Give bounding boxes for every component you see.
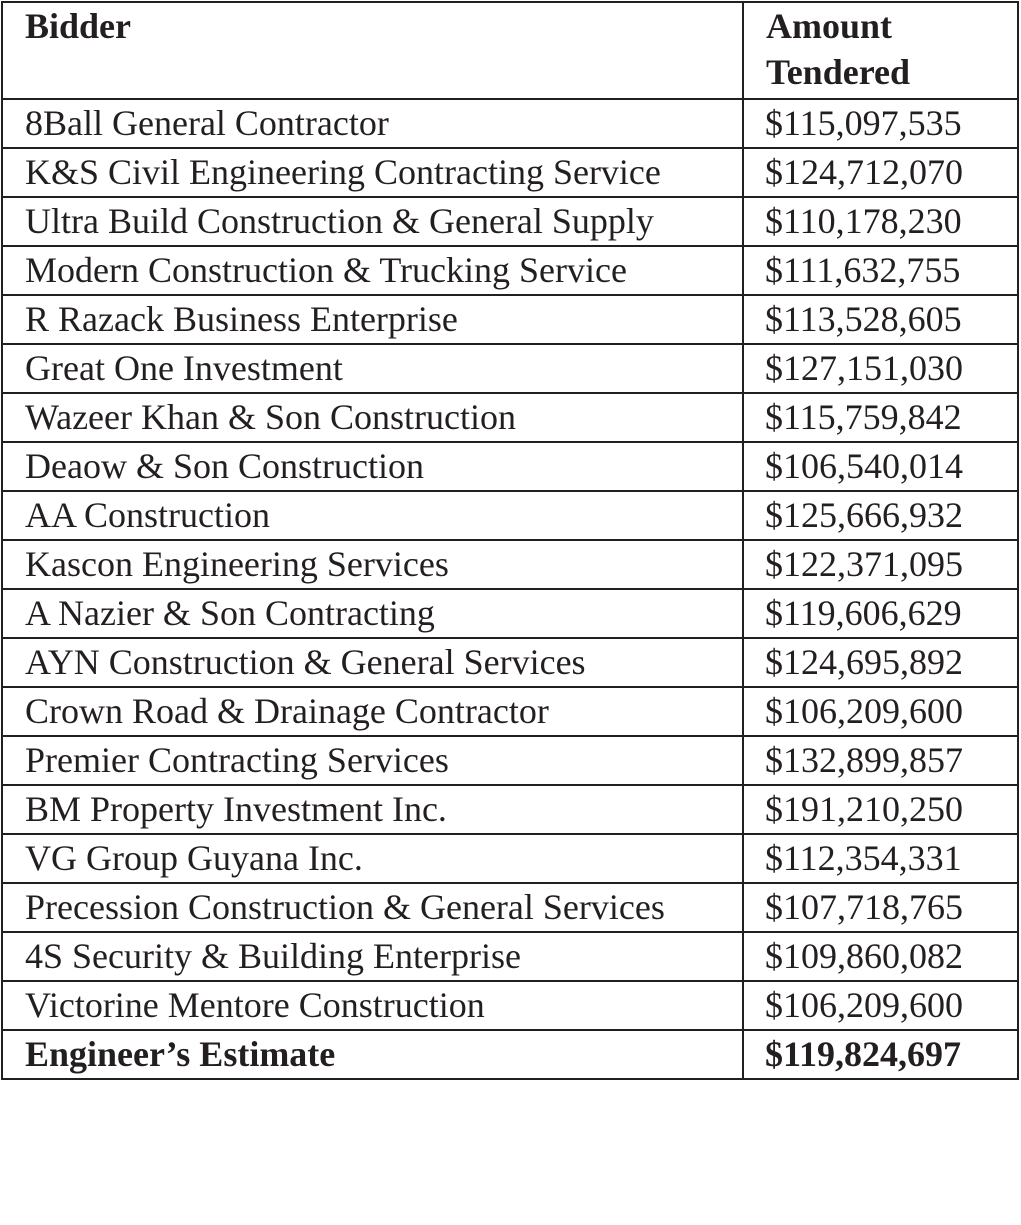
bidder-name: Wazeer Khan & Son Construction <box>2 393 743 442</box>
table-row <box>2 491 1018 540</box>
bidder-name: BM Property Investment Inc. <box>2 785 743 834</box>
amount-tendered: $119,606,629 <box>743 589 1018 638</box>
bidder-name: AA Construction <box>2 491 743 540</box>
table-row <box>2 736 1018 785</box>
amount-tendered: $106,209,600 <box>743 687 1018 736</box>
header-row <box>2 2 1018 99</box>
amount-tendered: $106,209,600 <box>743 981 1018 1030</box>
bidder-name: 4S Security & Building Enterprise <box>2 932 743 981</box>
amount-tendered: $113,528,605 <box>743 295 1018 344</box>
estimate-amount: $119,824,697 <box>743 1030 1018 1079</box>
amount-tendered: $110,178,230 <box>743 197 1018 246</box>
table-body <box>2 99 1018 1079</box>
table-row <box>2 687 1018 736</box>
amount-tendered: $115,097,535 <box>743 99 1018 148</box>
table-row <box>2 834 1018 883</box>
table-row <box>2 295 1018 344</box>
table-row <box>2 540 1018 589</box>
bidder-name: Deaow & Son Construction <box>2 442 743 491</box>
bidder-name: R Razack Business Enterprise <box>2 295 743 344</box>
table-row <box>2 981 1018 1030</box>
bidder-name: Kascon Engineering Services <box>2 540 743 589</box>
bidder-name: Crown Road & Drainage Contractor <box>2 687 743 736</box>
amount-tendered: $112,354,331 <box>743 834 1018 883</box>
table-row <box>2 442 1018 491</box>
estimate-label: Engineer’s Estimate <box>2 1030 743 1079</box>
bidder-column-header: Bidder <box>2 2 743 99</box>
table-row <box>2 197 1018 246</box>
bidder-name: Modern Construction & Trucking Service <box>2 246 743 295</box>
bidder-name: A Nazier & Son Contracting <box>2 589 743 638</box>
bidder-name: Victorine Mentore Construction <box>2 981 743 1030</box>
amount-tendered: $115,759,842 <box>743 393 1018 442</box>
table-row <box>2 638 1018 687</box>
amount-header-line-1: Amount <box>766 6 893 46</box>
amount-column-header <box>743 2 1018 99</box>
table-row <box>2 148 1018 197</box>
bidder-name: Great One Investment <box>2 344 743 393</box>
table-row <box>2 589 1018 638</box>
table-row <box>2 344 1018 393</box>
amount-tendered: $132,899,857 <box>743 736 1018 785</box>
bidder-name: K&S Civil Engineering Contracting Service <box>2 148 743 197</box>
amount-tendered: $125,666,932 <box>743 491 1018 540</box>
table-row <box>2 246 1018 295</box>
amount-tendered: $124,695,892 <box>743 638 1018 687</box>
amount-tendered: $106,540,014 <box>743 442 1018 491</box>
bidder-name: VG Group Guyana Inc. <box>2 834 743 883</box>
bids-table <box>1 1 1019 1080</box>
table-row <box>2 393 1018 442</box>
bidder-name: AYN Construction & General Services <box>2 638 743 687</box>
bidder-name: Precession Construction & General Services <box>2 883 743 932</box>
engineers-estimate-row <box>2 1030 1018 1079</box>
amount-tendered: $122,371,095 <box>743 540 1018 589</box>
table-row <box>2 99 1018 148</box>
table-row <box>2 932 1018 981</box>
amount-header-line-2: Tendered <box>766 52 911 92</box>
bidder-name: Ultra Build Construction & General Supply <box>2 197 743 246</box>
table-row <box>2 785 1018 834</box>
bidder-name: Premier Contracting Services <box>2 736 743 785</box>
amount-tendered: $191,210,250 <box>743 785 1018 834</box>
bidder-name: 8Ball General Contractor <box>2 99 743 148</box>
amount-tendered: $111,632,755 <box>743 246 1018 295</box>
amount-tendered: $124,712,070 <box>743 148 1018 197</box>
amount-tendered: $127,151,030 <box>743 344 1018 393</box>
amount-tendered: $107,718,765 <box>743 883 1018 932</box>
amount-tendered: $109,860,082 <box>743 932 1018 981</box>
table-row <box>2 883 1018 932</box>
